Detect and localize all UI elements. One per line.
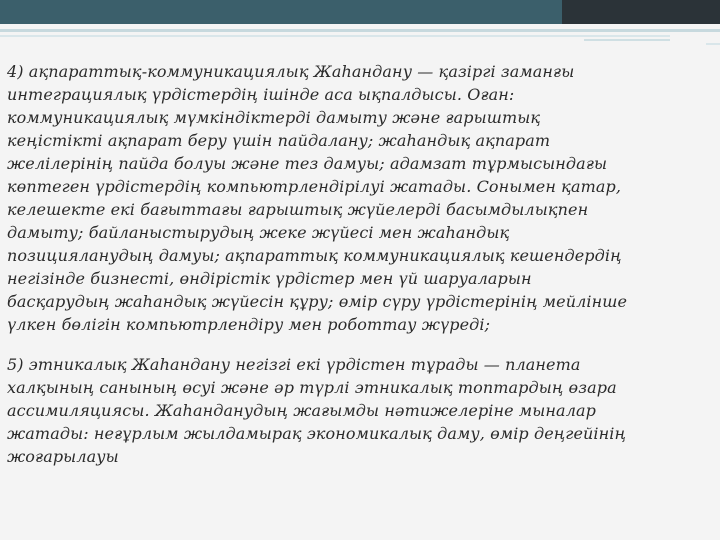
- header-band-dark-segment: [562, 0, 720, 24]
- header-accent-corner: [706, 43, 720, 45]
- slide-body: [7, 60, 713, 468]
- header-accent-line: [0, 29, 720, 32]
- header-accent-tab: [584, 39, 670, 41]
- header-accent-line-thin: [0, 35, 670, 37]
- paragraph-information-globalization: 4) ақпараттық-коммуникациялық Жаһандану — қазіргі заманғы интеграциялық үрдістердің ішінде аса ықпалдысы. Оған: коммуникациялық мүмкіндіктерді дамыту және ғарыштық кеңістікті ақпарат беру үшін пайдалану; жаһандық ақпарат желілерінің пайда болуы және тез дамуы; адамзат тұрмысындағы көптеген үрдістердің компьютрлендірілуі жатады. Сонымен қатар, келешекте екі бағыттағы ғарыштық жүйелерді басымдылықпен дамыту; байланыстырудың жеке жүйесі мен жаһандық позицияланудың дамуы; ақпараттық коммуникациялық кешендердің негізінде бизнесті, өндірістік үрдістер мен үй шаруаларын басқарудың жаһандық жүйесін құру; өмір сүру үрдістерінің мейлінше үлкен бөлігін компьютрлендіру мен роботтау жүреді;: [7, 62, 628, 334]
- paragraph-ethnic-globalization: 5) этникалық Жаһандану негізгі екі үрдістен тұрады — планета халқының санының өсуі және әр түрлі этникалық топтардың өзара ассимиляциясы. Жаһанданудың жағымды нәтижелеріне мыналар жатады: неғұрлым жылдамырақ экономикалық даму, өмір деңгейінің жоғарылауы: [7, 355, 626, 466]
